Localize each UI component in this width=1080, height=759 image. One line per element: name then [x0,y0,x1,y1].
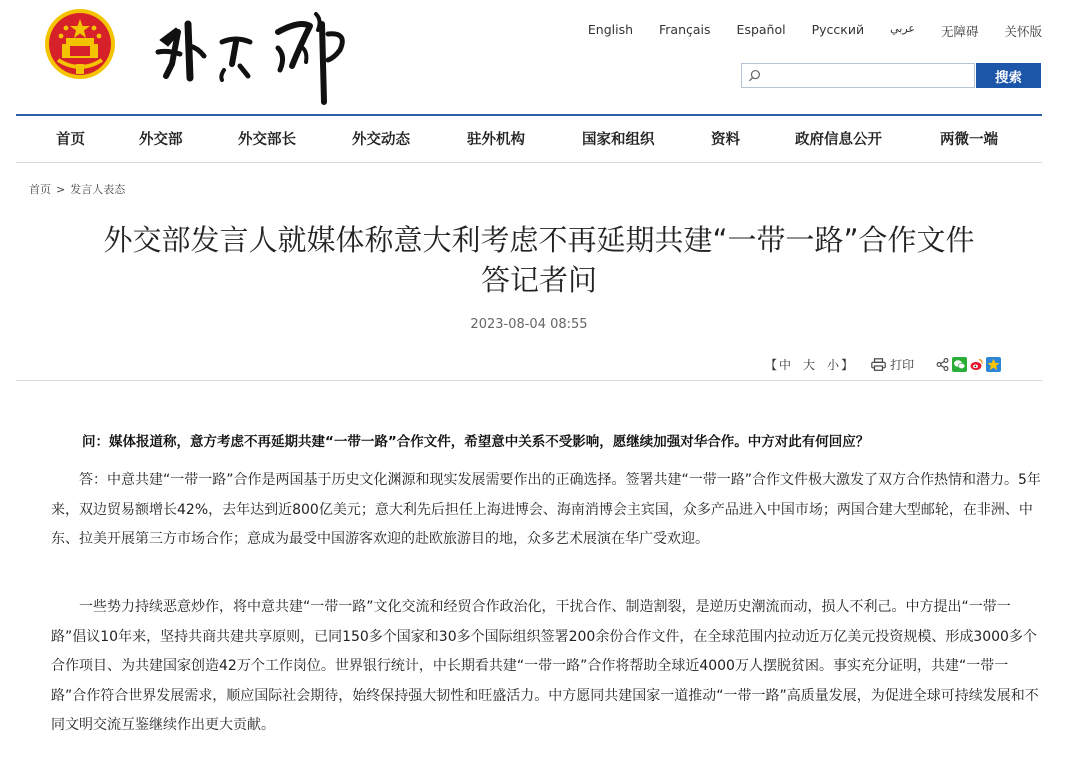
share-button[interactable] [936,358,949,371]
tools-divider [16,380,1042,381]
nav-item-countries[interactable]: 国家和组织 [582,132,655,148]
wechat-share-button[interactable] [952,357,967,372]
nav-item-news[interactable]: 外交动态 [352,132,410,148]
nav-item-ministry[interactable]: 外交部 [139,132,183,148]
article-title-line2: 答记者问 [480,263,597,297]
search-box [741,63,975,88]
wechat-icon [952,357,967,372]
article-tools [765,356,1001,373]
breadcrumb [29,181,125,197]
font-size-medium-button[interactable]: 大 [803,358,816,372]
nav-item-home[interactable]: 首页 [56,132,85,148]
lang-french-link[interactable]: Français [659,22,711,37]
language-bar [562,22,1042,40]
national-emblem-logo[interactable] [44,8,116,80]
nav-item-resources[interactable]: 资料 [711,132,740,148]
article-answer-paragraph-1: 答：中意共建“一带一路”合作是两国基于历史文化渊源和现实发展需要作出的正确选择。签署共建“一带一路”合作文件极大激发了双方合作热情和潜力。5年来，双边贸易额增长42%，去年达到近800亿美元；意大利先后担任上海进博会、海南消博会主宾国，众多产品进入中国市场；两国合建大型邮轮，在非洲、中东、拉美开展第三方市场合作；意成为最受中国游客欢迎的赴欧旅游目的地，众多艺术展演在华广受欢迎。 [51,472,1041,547]
lang-russian-link[interactable]: Русский [811,22,865,37]
breadcrumb-separator: > [56,183,66,196]
search-input[interactable] [766,64,970,88]
search-icon [748,69,761,82]
article-answer-paragraph-2: 一些势力持续恶意炒作，将中意共建“一带一路”文化交流和经贸合作政治化，干扰合作、制造割裂，是逆历史潮流而动，损人不利己。中方提出“一带一路”倡议10年来，坚持共商共建共享原则，已同150多个国家和30多个国际组织签署200余份合作文件，在全球范围内拉动近万亿美元投资规模、形成3000多个合作项目、为共建国家创造42万个工作岗位。世界银行统计，中长期看共建“一带一路”合作将帮助全球近4000万人摆脱贫困。事实充分证明，共建“一带一路”合作符合世界发展需求，顺应国际社会期待，始终保持强大韧性和旺盛活力。中方愿同共建国家一道推动“一带一路”高质量发展，为促进全球可持续发展和不同文明交流互鉴继续作出更大贡献。 [51,599,1039,733]
weibo-share-button[interactable] [969,357,984,372]
nav-item-social[interactable]: 两微一端 [940,132,998,148]
printer-icon [871,358,886,371]
article-date: 2023-08-04 08:55 [470,317,588,332]
article-title-line1: 外交部发言人就媒体称意大利考虑不再延期共建“一带一路”合作文件 [103,223,975,257]
breadcrumb-home-link[interactable]: 首页 [29,183,51,196]
font-size-small-button[interactable]: 小 [827,358,840,372]
main-nav [0,128,1080,150]
share-icon [936,358,949,371]
nav-item-minister[interactable]: 外交部长 [238,132,296,148]
lang-english-link[interactable]: English [587,22,634,37]
nav-divider [16,162,1042,163]
print-label: 打印 [890,358,915,372]
elder-care-link[interactable]: 关怀版 [1004,24,1042,39]
header-divider [16,114,1042,116]
qzone-icon [986,357,1001,372]
article-title [16,220,1062,300]
font-size-large-button[interactable]: 中 [779,358,792,372]
nav-item-gov-info[interactable]: 政府信息公开 [795,132,882,148]
breadcrumb-current-link[interactable]: 发言人表态 [70,183,126,196]
font-size-open-bracket: 【 [765,358,778,372]
lang-spanish-link[interactable]: Español [736,22,786,37]
qzone-share-button[interactable] [986,357,1001,372]
weibo-icon [969,357,984,372]
lang-arabic-link[interactable]: عربي [890,22,915,35]
search-button[interactable]: 搜索 [976,63,1041,88]
print-button[interactable] [871,356,914,373]
accessibility-link[interactable]: 无障碍 [940,24,979,39]
article-question: 问：媒体报道称，意方考虑不再延期共建“一带一路”合作文件，希望意中关系不受影响，愿继续加强对华合作。中方对此有何回应？ [82,434,870,450]
nav-item-missions[interactable]: 驻外机构 [467,132,525,148]
font-size-close-bracket: 】 [841,358,854,372]
calligraphy-logo[interactable] [150,6,355,108]
